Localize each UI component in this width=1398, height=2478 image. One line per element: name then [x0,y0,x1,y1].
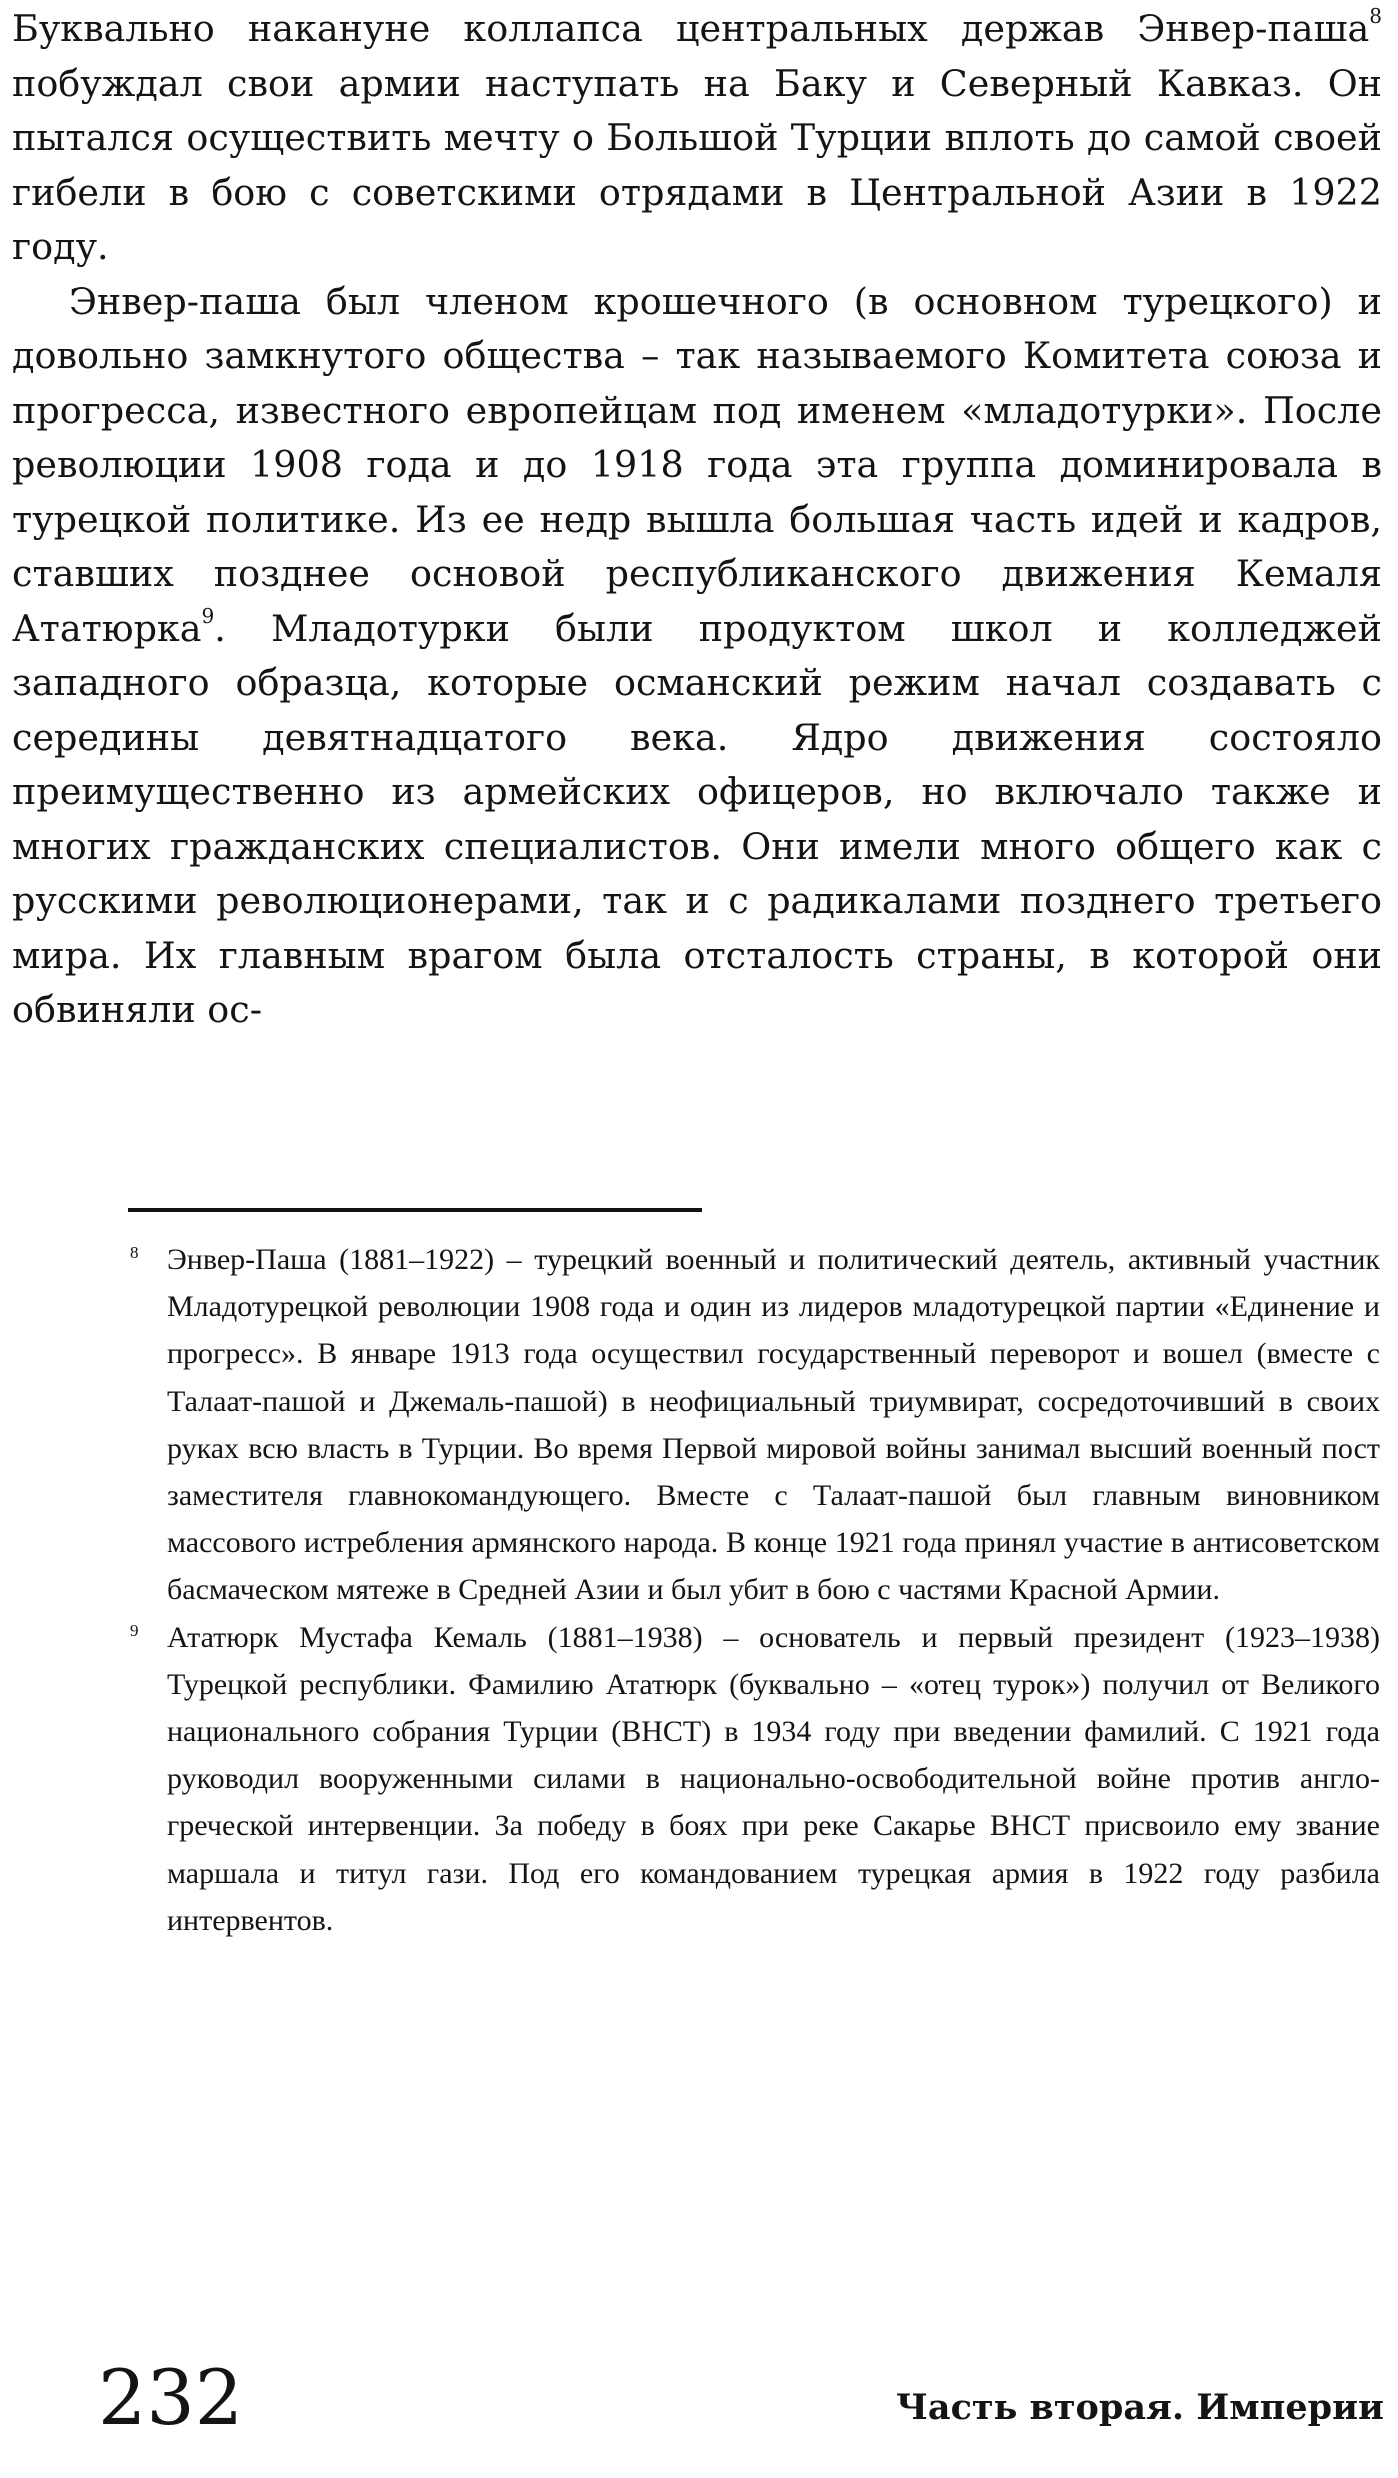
footnotes [130,1236,1380,1944]
page-number: 232 [98,2353,244,2442]
footnote-mark: 9 [130,1620,139,1640]
footnote [130,1614,1380,1944]
footnote-separator [128,1208,702,1212]
footnote-reference: 9 [201,603,215,628]
footnote-text: Ататюрк Мустафа Кемаль (1881–1938) – основатель и первый президент (1923–1938) Турецкой республики. Фамилию Ататюрк (буквально – «отец турок») получил от Великого национального собрания Турции (ВНСТ) в 1934 году при введении фамилий. С 1921 года руководил вооруженными силами в национально-освободительной войне против англо-греческой интервенции. За победу в боях при реке Сакарье ВНСТ присвоило ему звание маршала и титул гази. Под его командованием турецкая армия в 1922 году разбила интервентов. [167,1620,1380,1937]
running-head: Часть вторая. Империи [895,2387,1384,2428]
paragraph-text: побуждал свои армии наступать на Баку и Северный Кавказ. Он пытался осуществить мечту о Большой Турции вплоть до самой своей гибели в бою с советскими отрядами в Центральной Азии в 1922 году. [12,61,1382,268]
paragraph-text: Энвер-паша был членом крошечного (в основном турецкого) и довольно замкнутого общества – так называемого Комитета союза и прогресса, известного европейцам под именем «младотурки». После революции 1908 года и до 1918 года эта группа доминировала в турецкой политике. Из ее недр вышла большая часть идей и кадров, ставших позднее основой республиканского движения Кемаля Ататюрка [12,279,1382,650]
paragraph-text: Буквально накануне коллапса центральных держав Энвер-паша [12,7,1370,50]
paragraph [12,2,1382,275]
footnote [130,1236,1380,1614]
body-text [12,2,1382,1038]
footnote-mark: 8 [130,1243,139,1262]
footnote-text: Энвер-Паша (1881–1922) – турецкий военный и политический деятель, активный участник Младотурецкой революции 1908 года и один из лидеров младотурецкой партии «Единение и прогресс». В январе 1913 года осуществил государственный переворот и вошел (вместе с Талаат-пашой и Джемаль-пашой) в неофициальный триумвират, сосредоточивший в своих руках всю власть в Турции. Во время Первой мировой войны занимал высший военный пост заместителя главнокомандующего. Вместе с Талаат-пашой был главным виновником массового истребления армянского народа. В конце 1921 года принял участие в антисоветском басмаческом мятеже в Средней Азии и был убит в бою с частями Красной Армии. [167,1243,1380,1607]
footnote-reference: 8 [1369,3,1382,28]
paragraph [12,275,1382,1038]
paragraph-text: . Младотурки были продуктом школ и колледжей западного образца, которые османский режим начал создавать с середины девятнадцатого века. Ядро движения состояло преимущественно из армейских офицеров, но включало также и многих гражданских специалистов. Они имели много общего как с русскими революционерами, так и с радикалами позднего третьего мира. Их главным врагом была отсталость страны, в которой они обвиняли ос- [12,606,1382,1031]
